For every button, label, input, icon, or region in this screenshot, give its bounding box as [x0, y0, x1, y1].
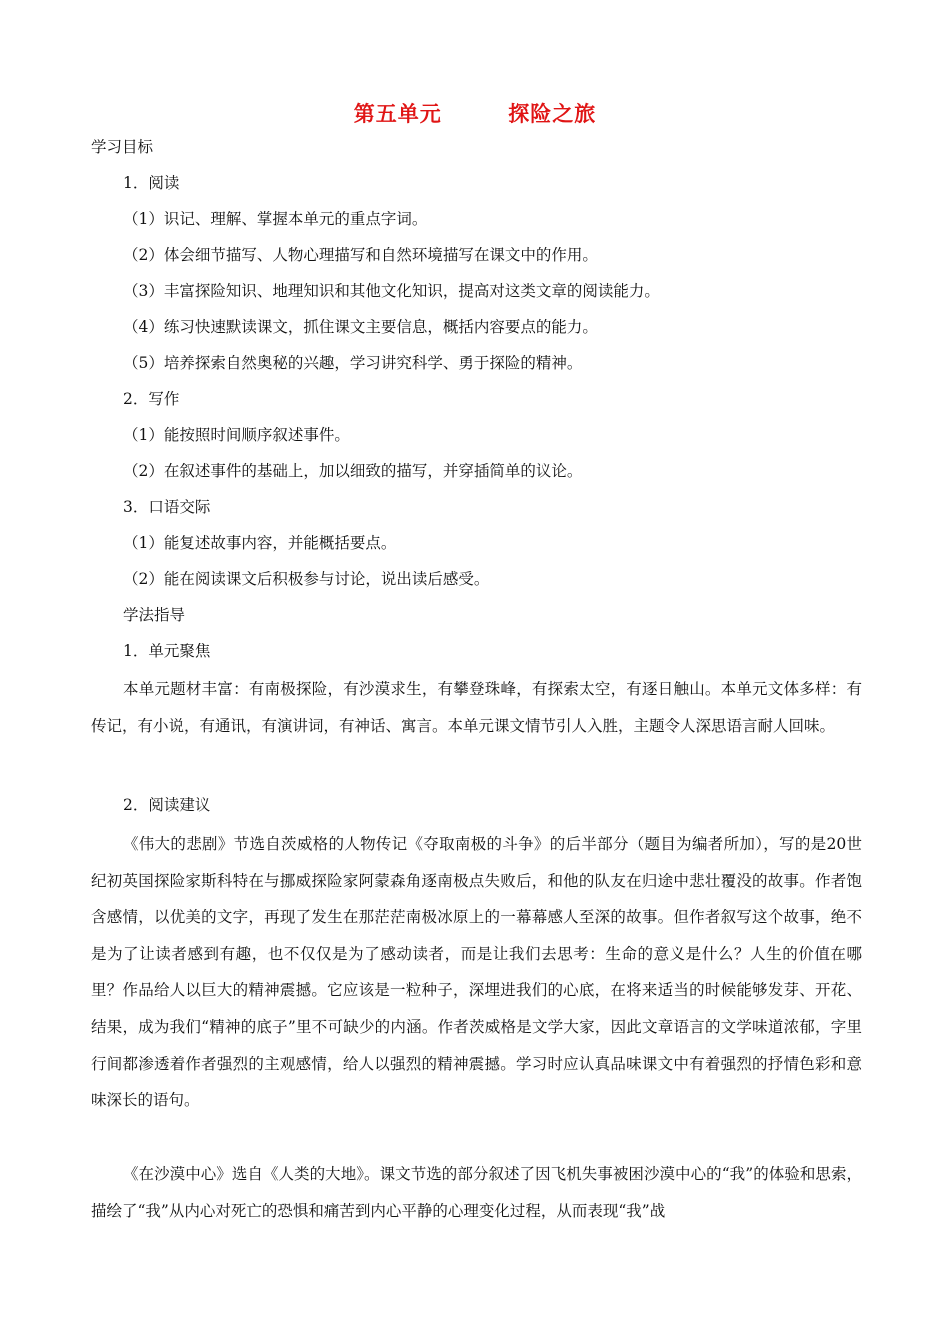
reading-item: （1）识记、理解、掌握本单元的重点字词。: [123, 210, 428, 228]
advice-paragraph: 《在沙漠中心》选自《人类的大地》。课文节选的部分叙述了因飞机失事被困沙漠中心的“我”的体验和思索，描绘了“我”从内心对死亡的恐惧和痛苦到内心平静的心理变化过程，从而表现“我”战: [91, 1165, 862, 1220]
writing-heading: 2．写作: [123, 390, 180, 408]
reading-item: （4）练习快速默读课文，抓住课文主要信息，概括内容要点的能力。: [123, 318, 598, 336]
objectives-heading: 学习目标: [91, 138, 154, 156]
advice-paragraph: 《伟大的悲剧》节选自茨威格的人物传记《夺取南极的斗争》的后半部分（题目为编者所加），写的是20世纪初英国探险家斯科特在与挪威探险家阿蒙森角逐南极点失败后，和他的队友在归途中悲壮覆没的故事。作者饱含感情，以优美的文字，再现了发生在那茫茫南极冰原上的一幕幕感人至深的故事。但作者叙写这个故事，绝不是为了让读者感到有趣，也不仅仅是为了感动读者，而是让我们去思考：生命的意义是什么？人生的价值在哪里？作品给人以巨大的精神震撼。它应该是一粒种子，深埋进我们的心底，在将来适当的时候能够发芽、开花、结果，成为我们“精神的底子”里不可缺少的内涵。作者茨威格是文学大家，因此文章语言的文学味道浓郁，字里行间都渗透着作者强烈的主观感情，给人以强烈的精神震撼。学习时应认真品味课文中有着强烈的抒情色彩和意味深长的语句。: [91, 835, 862, 1110]
page-title: 第五单元 探险之旅: [353, 101, 597, 126]
reading-item: （2）体会细节描写、人物心理描写和自然环境描写在课文中的作用。: [123, 246, 598, 264]
oral-item: （1）能复述故事内容，并能概括要点。: [123, 534, 397, 552]
oral-heading: 3．口语交际: [123, 498, 211, 516]
reading-heading: 1．阅读: [123, 174, 180, 192]
advice-heading: 2．阅读建议: [123, 796, 211, 814]
reading-item: （5）培养探索自然奥秘的兴趣，学习讲究科学、勇于探险的精神。: [123, 354, 583, 372]
reading-item: （3）丰富探险知识、地理知识和其他文化知识，提高对这类文章的阅读能力。: [123, 282, 660, 300]
method-heading: 学法指导: [123, 606, 186, 624]
focus-paragraph: 本单元题材丰富：有南极探险，有沙漠求生，有攀登珠峰，有探索太空，有逐日触山。本单元文体多样：有传记，有小说，有通讯，有演讲词，有神话、寓言。本单元课文情节引人入胜，主题令人深思语言耐人回味。: [91, 680, 862, 735]
focus-heading: 1．单元聚焦: [123, 642, 211, 660]
oral-item: （2）能在阅读课文后积极参与讨论，说出读后感受。: [123, 570, 490, 588]
writing-item: （2）在叙述事件的基础上，加以细致的描写，并穿插简单的议论。: [123, 462, 583, 480]
writing-item: （1）能按照时间顺序叙述事件。: [123, 426, 350, 444]
